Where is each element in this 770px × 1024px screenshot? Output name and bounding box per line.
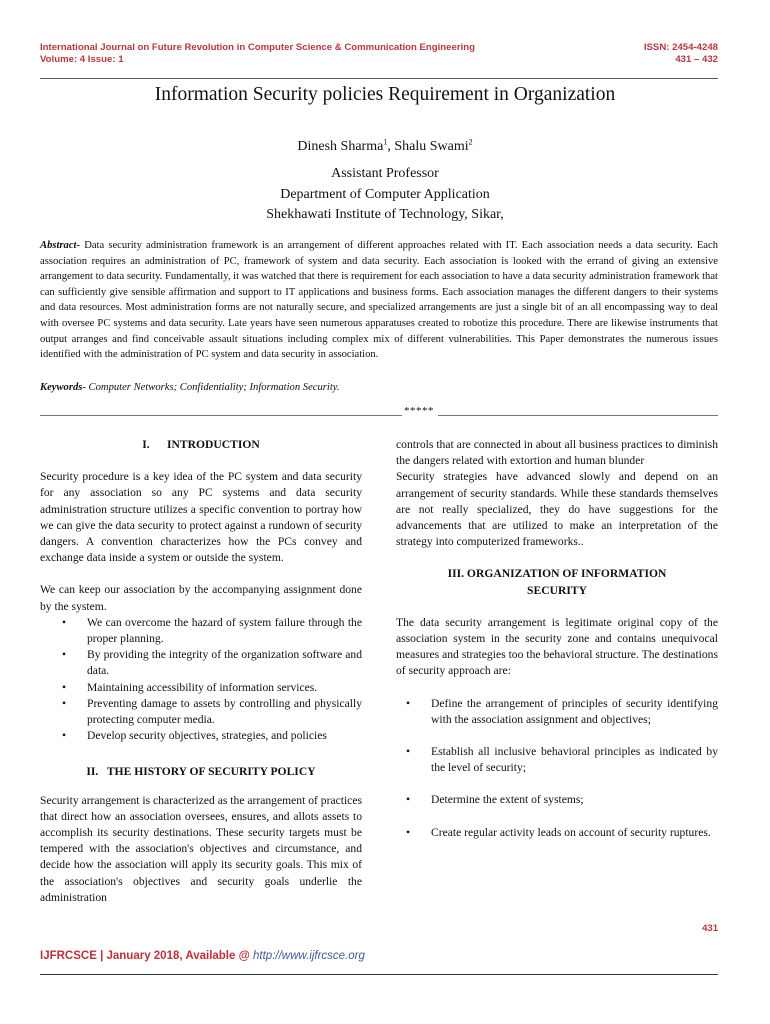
separator-line-right [438, 415, 718, 416]
bullet-icon: • [62, 696, 67, 710]
author-1: Dinesh Sharma [297, 139, 384, 154]
bullet-icon: • [62, 680, 67, 694]
keywords-text: Computer Networks; Confidentiality; Information Security. [85, 382, 340, 393]
paper-title: Information Security policies Requirement in Organization [154, 84, 616, 105]
footer-rule [40, 974, 718, 975]
author-2-sup: 2 [468, 137, 473, 147]
bullet-icon: • [406, 793, 411, 807]
right-column [396, 437, 718, 857]
abstract [40, 238, 718, 363]
intro-bullet-list [40, 615, 362, 745]
author-separator: , [387, 139, 395, 154]
issn-header [644, 42, 718, 66]
section-1-title: I. INTRODUCTION [142, 438, 260, 451]
history-paragraph: Security arrangement is characterized as the arrangement of practices that direct how an association oversees, ensures, and allots assets to accomplish its security destinations. These security targets must be tempered with the association's objectives and circumstance, and decide how the association will apply its security goals. This mix of the association's objectives and security goals underlie the administration [40, 793, 362, 904]
bullet-icon: • [62, 729, 67, 743]
bullet-icon: • [62, 615, 67, 629]
bullet-icon: • [406, 825, 411, 839]
section-3-title-line2: SECURITY [527, 583, 587, 597]
affiliation-institute: Shekhawati Institute of Technology, Sikar, [266, 207, 504, 222]
list-item: • Develop security objectives, strategies, and policies [40, 728, 362, 744]
keywords [40, 382, 340, 393]
list-item: • We can overcome the hazard of system failure through the proper planning. [62, 615, 362, 646]
list-item: • Create regular activity leads on account of security ruptures. [396, 825, 718, 841]
strategies-paragraph: Security strategies have advanced slowly and depend on an arrangement of security standards. While these standards themselves are not really specialized, they do have suggestions for the advancements that are utilized to make an interpretation of the strategy into computerized frameworks.. [396, 470, 718, 549]
bullet-icon: • [406, 745, 411, 759]
keywords-label: Keywords- [40, 382, 86, 393]
journal-volume: Volume: 4 Issue: 1 [40, 54, 124, 65]
objectives-bullet-list [396, 696, 718, 841]
affiliation-dept: Department of Computer Application [280, 186, 490, 202]
footer-url[interactable]: http://www.ijfrcsce.org [253, 950, 365, 962]
list-item: • Determine the extent of systems; [396, 792, 718, 808]
footer-label: IJFRCSCE | January 2018, Available @ [40, 950, 254, 962]
separator-line-left [40, 415, 402, 416]
abstract-label: Abstract- [40, 240, 81, 251]
issn: ISSN: 2454-4248 [643, 42, 718, 53]
journal-name: International Journal on Future Revolution in Computer Science & Communication Engineering [40, 42, 475, 53]
page-range: 431 – 432 [675, 54, 718, 65]
list-item: • By providing the integrity of the organization software and data. [62, 648, 362, 678]
authors [0, 139, 770, 155]
page-number: 431 [702, 923, 718, 934]
author-2: Shalu Swami [394, 139, 469, 154]
list-item: • Preventing damage to assets by controlling and physically protecting computer media. [62, 696, 362, 727]
left-column [40, 437, 362, 906]
footer [40, 950, 365, 962]
affiliation-title: Assistant Professor [331, 166, 439, 181]
intro-paragraph: Security procedure is a key idea of the PC system and data security for any association so any PC systems and data security administration structure utilizes a specific convention to portray how we can give the data security to protect against a rundown of security dangers. A convention characterizes how the PCs convey and exchange data inside a system or outside the system. [40, 470, 362, 565]
journal-header [40, 42, 475, 66]
affiliation [0, 164, 770, 226]
separator-stars: ***** [404, 405, 434, 417]
list-item: • Define the arrangement of principles of security identifying with the association assignment and objectives; [406, 696, 718, 726]
controls-paragraph: controls that are connected in about all business practices to diminish the dangers related with extortion and human blunder [396, 438, 718, 468]
author-1-sup: 1 [383, 137, 388, 147]
section-2-title: II. THE HISTORY OF SECURITY POLICY [86, 765, 316, 779]
abstract-text: Data security administration framework is an arrangement of different approaches related with IT. Each association needs a data security. Each association requires an administration of PC, framework of system and data security. Each association is looked with the errand of giving an extensive arrangement to data security. Fundamentally, it was watched that there is requirement for each association to have a data security administration framework that can sufficiently give sensible affirmation and support to IT applications and business forms. Each association manages the different dangers to their systems and data resources. Most administration forms are not naturally secure, and specialized arrangements are just a single bit of an all encompassing way to deal with oversee PC systems and data security. Late years have seen numerous apparatuses created to robotize this procedure. There are likewise instruments that output arranges and find conceivable assault situations including complex mix of different vulnerabilities. This Paper demonstrates the numerous issues identified with the administration of PC system and data security in association. [40, 240, 718, 361]
organization-paragraph: The data security arrangement is legitimate original copy of the association system in the security zone and contains unequivocal measures and strategies too the behavioral structure. The destinations of security approach are: [396, 615, 718, 678]
intro-paragraph-2: We can keep our association by the accompanying assignment done by the system. [40, 583, 362, 613]
header-rule [40, 78, 718, 79]
bullet-icon: • [406, 696, 411, 710]
list-item: • Establish all inclusive behavioral principles as indicated by the level of security; [406, 745, 718, 775]
section-separator [40, 405, 718, 419]
section-3-title-line1: III. ORGANIZATION OF INFORMATION [447, 567, 667, 581]
section-3-title [396, 566, 718, 598]
bullet-icon: • [62, 648, 67, 662]
list-item: • Maintaining accessibility of information services. [40, 680, 362, 696]
